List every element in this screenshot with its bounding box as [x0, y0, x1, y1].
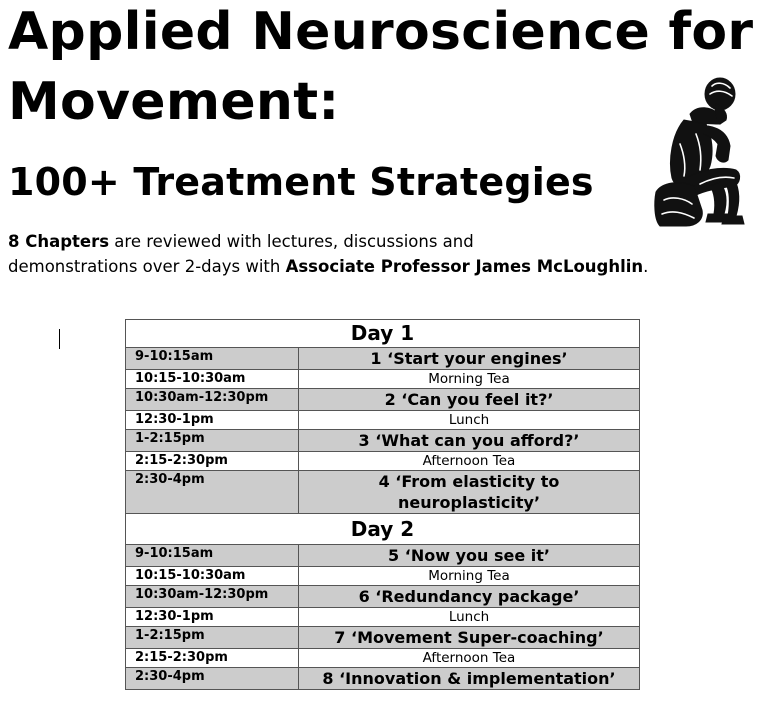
schedule-row	[126, 370, 640, 389]
schedule-row	[126, 411, 640, 430]
session-time: 2:15-2:30pm	[126, 649, 299, 668]
thinker-statue-icon	[650, 74, 748, 232]
schedule-table	[125, 319, 640, 690]
session-time: 10:30am-12:30pm	[126, 586, 299, 608]
schedule-row	[126, 668, 640, 690]
break-label: Afternoon Tea	[299, 649, 640, 668]
session-title: 3 ‘What can you afford?’	[299, 430, 640, 452]
session-time: 9-10:15am	[126, 348, 299, 370]
session-time: 10:30am-12:30pm	[126, 389, 299, 411]
session-title: 2 ‘Can you feel it?’	[299, 389, 640, 411]
break-label: Morning Tea	[299, 567, 640, 586]
intro-period: .	[643, 256, 649, 276]
intro-paragraph	[8, 230, 708, 279]
day-2-label: Day 2	[126, 514, 640, 545]
schedule-row	[126, 389, 640, 411]
session-time: 10:15-10:30am	[126, 370, 299, 389]
session-title: 8 ‘Innovation & implementation’	[299, 668, 640, 690]
day-header	[126, 320, 640, 348]
presenter-name: Associate Professor James McLoughlin	[285, 256, 644, 276]
intro-text-1: are reviewed with lectures, discussions and	[109, 232, 474, 251]
schedule-row	[126, 348, 640, 370]
session-title: 4 ‘From elasticity to neuroplasticity’	[299, 471, 640, 514]
day-1-section	[126, 320, 640, 514]
session-title: 5 ‘Now you see it’	[299, 545, 640, 567]
session-time: 10:15-10:30am	[126, 567, 299, 586]
schedule-row	[126, 567, 640, 586]
schedule-row	[126, 608, 640, 627]
session-time: 1-2:15pm	[126, 430, 299, 452]
session-title: 1 ‘Start your engines’	[299, 348, 640, 370]
session-time: 12:30-1pm	[126, 608, 299, 627]
schedule-row	[126, 471, 640, 514]
schedule-row	[126, 452, 640, 471]
day-header	[126, 514, 640, 545]
break-label: Lunch	[299, 411, 640, 430]
break-label: Morning Tea	[299, 370, 640, 389]
day-1-label: Day 1	[126, 320, 640, 348]
break-label: Lunch	[299, 608, 640, 627]
page-subtitle: 100+ Treatment Strategies	[8, 160, 594, 204]
schedule-row	[126, 545, 640, 567]
session-time: 1-2:15pm	[126, 627, 299, 649]
intro-text-2: demonstrations over 2-days with	[8, 256, 286, 276]
page-title	[8, 0, 753, 137]
day-2-section	[126, 514, 640, 690]
title-line-2: Movement:	[8, 72, 340, 132]
break-label: Afternoon Tea	[299, 452, 640, 471]
session-time: 2:30-4pm	[126, 668, 299, 690]
schedule-row	[126, 649, 640, 668]
title-line-1: Applied Neuroscience for	[8, 2, 754, 62]
session-title: 6 ‘Redundancy package’	[299, 586, 640, 608]
text-cursor	[59, 329, 60, 349]
chapters-count: 8 Chapters	[8, 232, 110, 251]
session-time: 12:30-1pm	[126, 411, 299, 430]
schedule-row	[126, 586, 640, 608]
schedule-row	[126, 430, 640, 452]
session-time: 9-10:15am	[126, 545, 299, 567]
schedule-row	[126, 627, 640, 649]
session-time: 2:30-4pm	[126, 471, 299, 514]
session-title: 7 ‘Movement Super-coaching’	[299, 627, 640, 649]
session-time: 2:15-2:30pm	[126, 452, 299, 471]
